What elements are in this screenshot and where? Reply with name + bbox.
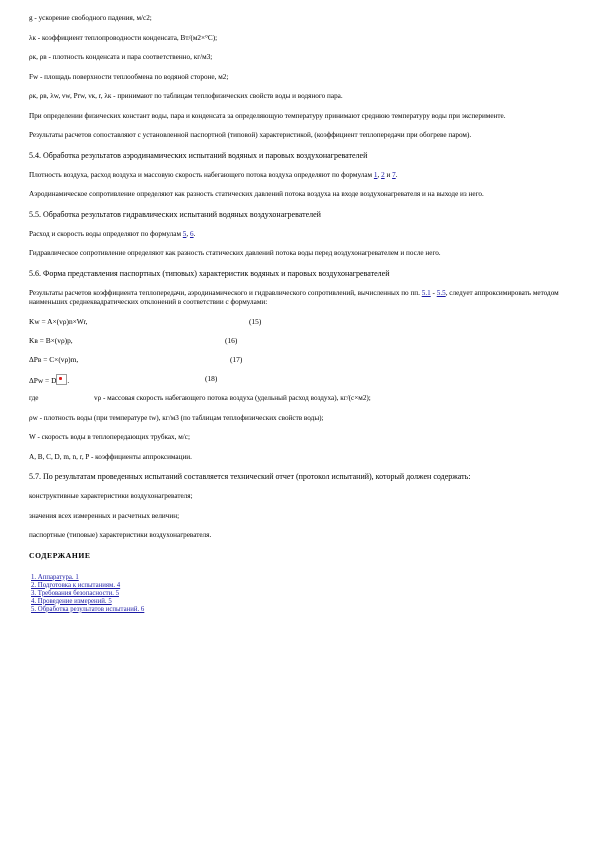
equation-16	[29, 336, 569, 345]
section-5-6-heading: 5.6. Форма представления паспортных (типовых) характеристик водяных и паровых воздухонагревателей	[29, 268, 390, 278]
equation-18	[29, 374, 569, 385]
paragraph-fw: Fw - площадь поверхности теплообмена по водяной стороне, м2;	[29, 72, 229, 81]
toc-link-3[interactable]: 3. Требования безопасности. 5	[31, 589, 120, 597]
equation-16-formula: Kв = B×(vρ)p,	[29, 336, 73, 345]
formula-ref-text: Расход и скорость воды определяют по формулам	[29, 229, 183, 238]
paragraph-hydro: Гидравлическое сопротивление определяют как разность статических давлений потока воды перед воздухонагревателем и после него.	[29, 249, 441, 257]
formula-ref-text: Плотность воздуха, расход воздуха и массовую скорость набегающего потока воздуха определяют по формулам	[29, 170, 374, 179]
toc-link-4[interactable]: 4. Проведение измерений. 5	[31, 597, 112, 605]
equation-16-number: (16)	[225, 336, 238, 345]
equation-18-text: ΔPw = D	[29, 376, 57, 385]
document-page	[29, 14, 569, 614]
equation-17-formula: ΔPв = C×(vρ)m,	[29, 355, 79, 364]
paragraph-5-5-formulas: Расход и скорость воды определяют по формулам 5, 6.	[29, 229, 196, 238]
paragraph-define-props: При определении физических констант воды, пара и конденсата за определяющую температуру принимают среднюю температуру воды при эксперименте.	[29, 111, 506, 120]
equation-15	[29, 317, 569, 326]
toc-link-2[interactable]: 2. Подготовка к испытаниям. 4	[31, 581, 121, 589]
definition-pw: ρw - плотность воды (при температуре tw), кг/м3 (по таблицам теплофизических свойств воды);	[29, 413, 324, 422]
section-5-5-heading: 5.5. Обработка результатов гидравлических испытаний водяных воздухонагревателей	[29, 209, 321, 219]
report-item-3: паспортные (типовые) характеристики воздухонагревателя.	[29, 531, 212, 539]
equation-15-formula: Kw = A×(vρ)n×Wr,	[29, 317, 88, 326]
definition-w: W - скорость воды в теплопередающих трубках, м/с;	[29, 433, 190, 441]
formula-link-5[interactable]: 5	[182, 229, 187, 238]
section-5-4-heading: 5.4. Обработка результатов аэродинамических испытаний водяных и паровых воздухонагревателей	[29, 150, 368, 160]
paragraph-5-4-formulas: Плотность воздуха, расход воздуха и массовую скорость набегающего потока воздуха определяют по формулам 1, 2 и 7.	[29, 170, 398, 179]
equation-17-number: (17)	[230, 355, 243, 364]
toc-title: СОДЕРЖАНИЕ	[29, 550, 91, 560]
formula-link-1[interactable]: 1	[373, 170, 378, 179]
equation-15-number: (15)	[249, 317, 262, 326]
report-item-2: значения всех измеренных и расчетных величин;	[29, 511, 180, 520]
equation-17	[29, 355, 569, 364]
definition-vp-text: vρ - массовая скорость набегающего потока воздуха (удельный расход воздуха), кг/(с×м2);	[94, 394, 371, 402]
formula-link-6[interactable]: 6	[189, 229, 194, 238]
broken-image-icon	[56, 374, 67, 385]
toc-link-5[interactable]: 5. Обработка результатов испытаний. 6	[31, 605, 145, 613]
section-5-7-heading: 5.7. По результатам проведенных испытаний составляется технический отчет (протокол испытаний), который должен содержать:	[29, 472, 471, 481]
paragraph-compare: Результаты расчетов сопоставляют с установленной паспортной (типовой) характеристикой, (коэффициент теплопередачи при обогреве паром).	[29, 131, 472, 139]
paragraph-rho: ρк, ρв - плотность конденсата и пара соответственно, кг/м3;	[29, 53, 213, 61]
paragraph-aero: Аэродинамическое сопротивление определяют как разность статических давлений потока воздуха на входе воздухонагревателя и на выходе из него.	[29, 190, 484, 198]
report-item-1: конструктивные характеристики воздухонагревателя;	[29, 492, 193, 500]
paragraph-5-6-approx: Результаты расчетов коэффициента теплопередачи, аэродинамического и гидравлического сопротивлений, вычисленных по пп. 5.1 - 5.5, следует аппроксимировать методом наименьших среднеквадратических отклонений в соответствии с формулами:	[29, 288, 559, 306]
and-text: и	[384, 170, 393, 179]
approx-text-a: Результаты расчетов коэффициента теплопередачи, аэродинамического и гидравлического сопротивлений, вычисленных по пп.	[29, 288, 422, 297]
where-label: где	[29, 394, 39, 402]
definition-coefficients: A, B, C, D, m, n, r, P - коэффициенты аппроксимации.	[29, 452, 192, 461]
formula-link-2[interactable]: 2	[381, 170, 385, 179]
paragraph-g: g - ускорение свободного падения, м/с2;	[29, 14, 152, 22]
equation-18-number: (18)	[205, 374, 218, 383]
equation-18-formula: ΔPw = D .	[29, 376, 70, 385]
approx-text-b: , следует аппроксимировать методом наименьших среднеквадратических отклонений в соответствии с формулами:	[29, 288, 559, 306]
table-of-contents	[31, 574, 569, 614]
definition-vp	[29, 394, 569, 403]
paragraph-props: ρк, ρв, λw, νw, Prw, νк, r, λк - принимают по таблицам теплофизических свойств воды и водяного пара.	[29, 92, 343, 100]
toc-link-1[interactable]: 1. Аппаратура. 1	[31, 573, 79, 581]
item-link-5-1[interactable]: 5.1	[421, 288, 431, 297]
formula-link-7[interactable]: 7	[392, 170, 396, 179]
item-link-5-5[interactable]: 5.5	[436, 288, 446, 297]
paragraph-lambda: λк - коэффициент теплопроводности конденсата, Вт/(м2×°С);	[29, 33, 218, 42]
